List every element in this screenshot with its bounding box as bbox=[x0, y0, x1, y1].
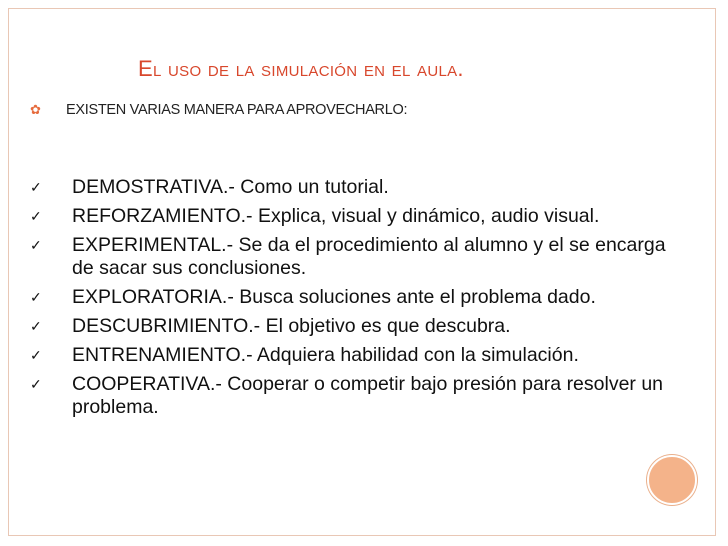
list-item bbox=[30, 315, 670, 338]
checkmark-icon: ✓ bbox=[30, 289, 42, 305]
list-item-text: DEMOSTRATIVA.- Como un tutorial. bbox=[72, 176, 389, 198]
checkmark-icon: ✓ bbox=[30, 376, 42, 392]
list-item-text: EXPERIMENTAL.- Se da el procedimiento al alumno y el se encarga de sacar sus conclusiones. bbox=[72, 234, 666, 279]
list-item bbox=[30, 205, 670, 228]
checkmark-icon: ✓ bbox=[30, 179, 42, 195]
list-item-text: ENTRENAMIENTO.- Adquiera habilidad con la simulación. bbox=[72, 344, 579, 366]
list-item-text: DESCUBRIMIENTO.- El objetivo es que descubra. bbox=[72, 315, 511, 337]
decorative-circle bbox=[647, 455, 697, 505]
list-item bbox=[30, 234, 670, 280]
slide-title: El uso de la simulación en el aula. bbox=[138, 56, 464, 81]
intro-line bbox=[30, 102, 670, 118]
checkmark-icon: ✓ bbox=[30, 347, 42, 363]
list-item bbox=[30, 176, 670, 199]
list-item bbox=[30, 286, 670, 309]
checkmark-icon: ✓ bbox=[30, 208, 42, 224]
item-list bbox=[30, 176, 670, 425]
list-item bbox=[30, 373, 670, 419]
intro-text: EXISTEN VARIAS MANERA PARA APROVECHARLO: bbox=[66, 102, 408, 118]
list-item-text: COOPERATIVA.- Cooperar o competir bajo presión para resolver un problema. bbox=[72, 373, 664, 418]
flower-bullet-icon: ✿ bbox=[30, 102, 41, 117]
list-item-text: REFORZAMIENTO.- Explica, visual y dinámico, audio visual. bbox=[72, 205, 600, 227]
checkmark-icon: ✓ bbox=[30, 237, 42, 253]
list-item-text: EXPLORATORIA.- Busca soluciones ante el problema dado. bbox=[72, 286, 596, 308]
checkmark-icon: ✓ bbox=[30, 318, 42, 334]
list-item bbox=[30, 344, 670, 367]
